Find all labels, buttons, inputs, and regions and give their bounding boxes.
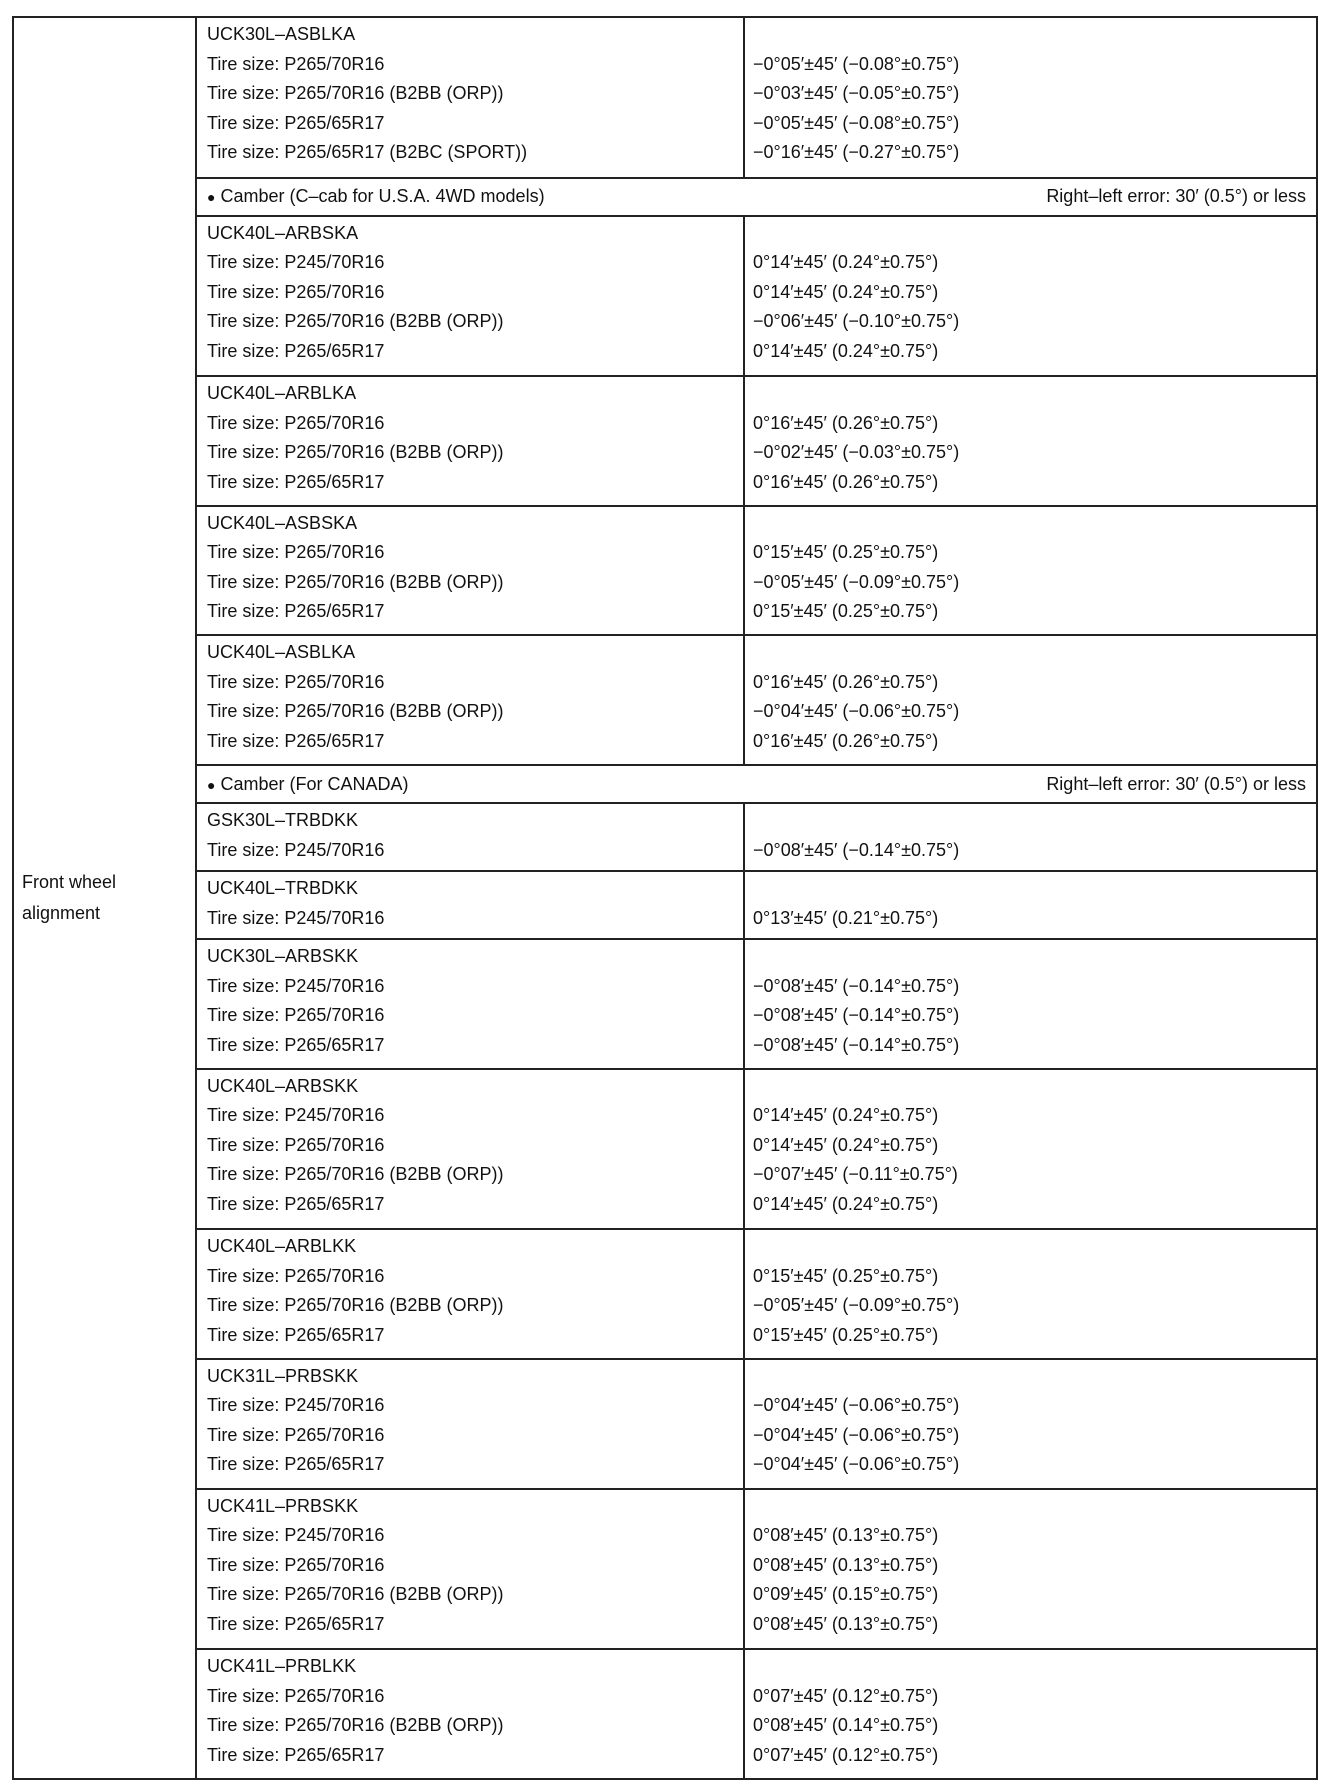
tire-size: Tire size: P265/70R16	[207, 281, 385, 302]
value-spacer	[753, 1492, 1308, 1522]
model-group-row	[13, 1359, 1317, 1489]
value-spacer	[753, 1232, 1308, 1262]
camber-value-cell	[744, 803, 1317, 871]
camber-value: −0°08′±45′ (−0.14°±0.75°)	[753, 1034, 960, 1055]
camber-value: 0°16′±45′ (0.26°±0.75°)	[753, 412, 939, 433]
tire-size: Tire size: P265/70R16 (B2BB (ORP))	[207, 442, 504, 463]
section-header	[207, 774, 1306, 795]
model-code: UCK40L–ARBSKA	[207, 222, 359, 243]
camber-value: 0°16′±45′ (0.26°±0.75°)	[753, 730, 939, 751]
tire-size: Tire size: P245/70R16	[207, 907, 385, 928]
model-group-row	[13, 1489, 1317, 1650]
tire-size: Tire size: P245/70R16	[207, 839, 385, 860]
model-group-row	[13, 506, 1317, 636]
model-code: UCK41L–PRBSKK	[207, 1495, 359, 1516]
tire-size: Tire size: P265/65R17	[207, 112, 385, 133]
value-spacer	[753, 638, 1308, 668]
tire-size: Tire size: P265/65R17	[207, 1613, 385, 1634]
tire-size: Tire size: P265/65R17	[207, 340, 385, 361]
model-cell	[196, 1069, 744, 1230]
camber-value-cell	[744, 1489, 1317, 1650]
tire-size: Tire size: P265/70R16	[207, 1265, 385, 1286]
model-cell	[196, 216, 744, 377]
row-label-line: Front wheel	[22, 872, 117, 892]
camber-value-cell	[744, 17, 1317, 178]
camber-value: 0°08′±45′ (0.13°±0.75°)	[753, 1554, 939, 1575]
camber-value: −0°08′±45′ (−0.14°±0.75°)	[753, 1005, 960, 1026]
camber-value: −0°04′±45′ (−0.06°±0.75°)	[753, 1395, 960, 1416]
camber-value: 0°16′±45′ (0.26°±0.75°)	[753, 471, 939, 492]
tire-size: Tire size: P265/65R17	[207, 601, 385, 622]
camber-value: 0°15′±45′ (0.25°±0.75°)	[753, 601, 939, 622]
camber-value: −0°05′±45′ (−0.08°±0.75°)	[753, 53, 960, 74]
camber-value-cell	[744, 1649, 1317, 1779]
model-code: UCK40L–ARBLKA	[207, 383, 357, 404]
model-group-row	[13, 1229, 1317, 1359]
camber-value-cell	[744, 506, 1317, 636]
camber-value: 0°14′±45′ (0.24°±0.75°)	[753, 340, 939, 361]
section-title	[207, 774, 409, 795]
model-code: UCK40L–ASBLKA	[207, 642, 356, 663]
model-cell	[196, 506, 744, 636]
tire-size: Tire size: P265/70R16	[207, 1134, 385, 1155]
value-spacer	[753, 1362, 1308, 1392]
camber-value: −0°16′±45′ (−0.27°±0.75°)	[753, 142, 960, 162]
camber-value: 0°09′±45′ (0.15°±0.75°)	[753, 1584, 939, 1605]
model-code: UCK40L–TRBDKK	[207, 878, 359, 899]
spec-table-body	[13, 17, 1317, 1779]
section-header-cell	[196, 178, 1317, 216]
camber-value-cell	[744, 871, 1317, 939]
camber-value: −0°08′±45′ (−0.14°±0.75°)	[753, 839, 960, 860]
camber-value: 0°15′±45′ (0.25°±0.75°)	[753, 1324, 939, 1345]
model-code: UCK30L–ASBLKA	[207, 24, 356, 44]
camber-value: 0°13′±45′ (0.21°±0.75°)	[753, 907, 939, 928]
model-cell	[196, 803, 744, 871]
value-spacer	[753, 219, 1308, 249]
camber-value-cell	[744, 939, 1317, 1069]
camber-value: −0°03′±45′ (−0.05°±0.75°)	[753, 83, 960, 103]
value-spacer	[753, 379, 1308, 409]
camber-value: 0°08′±45′ (0.14°±0.75°)	[753, 1715, 939, 1736]
model-code: UCK40L–ASBSKA	[207, 512, 358, 533]
model-cell	[196, 376, 744, 506]
model-group-row	[13, 216, 1317, 377]
tire-size: Tire size: P265/65R17	[207, 1324, 385, 1345]
tire-size: Tire size: P265/70R16 (B2BB (ORP))	[207, 701, 504, 722]
tire-size: Tire size: P265/65R17	[207, 1034, 385, 1055]
model-code: GSK30L–TRBDKK	[207, 810, 359, 831]
tire-size: Tire size: P265/70R16	[207, 412, 385, 433]
value-spacer	[753, 942, 1308, 972]
section-title-text: Camber (C–cab for U.S.A. 4WD models)	[220, 186, 545, 207]
right-left-error-note: Right–left error: 30′ (0.5°) or less	[1046, 773, 1306, 794]
tire-size: Tire size: P265/70R16 (B2BB (ORP))	[207, 1164, 504, 1185]
camber-value: 0°15′±45′ (0.25°±0.75°)	[753, 1265, 939, 1286]
model-cell	[196, 1229, 744, 1359]
tire-size: Tire size: P265/70R16 (B2BB (ORP))	[207, 83, 504, 103]
model-group-row	[13, 1649, 1317, 1779]
model-cell	[196, 871, 744, 939]
tire-size: Tire size: P265/65R17	[207, 1744, 385, 1765]
section-header-row	[13, 178, 1317, 216]
tire-size: Tire size: P265/65R17	[207, 730, 385, 751]
model-group-row	[13, 939, 1317, 1069]
model-cell	[196, 1359, 744, 1489]
camber-value-cell	[744, 216, 1317, 377]
bullet-icon: ●	[207, 776, 216, 793]
tire-size: Tire size: P265/70R16	[207, 1685, 385, 1706]
camber-value: 0°14′±45′ (0.24°±0.75°)	[753, 252, 939, 273]
model-cell	[196, 1649, 744, 1779]
tire-size: Tire size: P265/65R17	[207, 1193, 385, 1214]
camber-value-cell	[744, 1229, 1317, 1359]
section-header	[207, 186, 1306, 207]
camber-value: 0°07′±45′ (0.12°±0.75°)	[753, 1685, 939, 1706]
camber-value: 0°14′±45′ (0.24°±0.75°)	[753, 1134, 939, 1155]
camber-value-cell	[744, 1069, 1317, 1230]
camber-value: 0°14′±45′ (0.24°±0.75°)	[753, 281, 939, 302]
camber-value-cell	[744, 376, 1317, 506]
camber-value-cell	[744, 635, 1317, 765]
camber-value: −0°04′±45′ (−0.06°±0.75°)	[753, 1424, 960, 1445]
tire-size: Tire size: P245/70R16	[207, 252, 385, 273]
model-code: UCK40L–ARBSKK	[207, 1075, 359, 1096]
camber-value: −0°08′±45′ (−0.14°±0.75°)	[753, 975, 960, 996]
tire-size: Tire size: P265/65R17	[207, 471, 385, 492]
tire-size: Tire size: P245/70R16	[207, 1525, 385, 1546]
camber-value: −0°05′±45′ (−0.09°±0.75°)	[753, 571, 960, 592]
model-group-row	[13, 17, 1317, 178]
model-cell	[196, 635, 744, 765]
value-spacer	[753, 509, 1308, 539]
camber-value: 0°14′±45′ (0.24°±0.75°)	[753, 1105, 939, 1126]
tire-size: Tire size: P265/70R16 (B2BB (ORP))	[207, 571, 504, 592]
camber-value: 0°16′±45′ (0.26°±0.75°)	[753, 671, 939, 692]
section-title-text: Camber (For CANADA)	[220, 773, 409, 794]
section-title	[207, 186, 545, 207]
tire-size: Tire size: P265/70R16 (B2BB (ORP))	[207, 1584, 504, 1605]
bullet-icon: ●	[207, 189, 216, 206]
right-left-error-note: Right–left error: 30′ (0.5°) or less	[1046, 186, 1306, 207]
camber-value: −0°06′±45′ (−0.10°±0.75°)	[753, 311, 960, 332]
value-spacer	[753, 874, 1308, 904]
model-code: UCK30L–ARBSKK	[207, 946, 359, 967]
tire-size: Tire size: P265/65R17 (B2BC (SPORT))	[207, 142, 528, 162]
value-spacer	[753, 1072, 1308, 1102]
camber-value: −0°05′±45′ (−0.09°±0.75°)	[753, 1295, 960, 1316]
section-header-row	[13, 765, 1317, 803]
camber-value: −0°04′±45′ (−0.06°±0.75°)	[753, 1454, 960, 1475]
tire-size: Tire size: P265/70R16	[207, 671, 385, 692]
model-group-row	[13, 803, 1317, 871]
camber-value: 0°14′±45′ (0.24°±0.75°)	[753, 1193, 939, 1214]
value-spacer	[753, 1652, 1308, 1682]
tire-size: Tire size: P245/70R16	[207, 1105, 385, 1126]
camber-value: −0°05′±45′ (−0.08°±0.75°)	[753, 112, 960, 133]
model-code: UCK41L–PRBLKK	[207, 1656, 357, 1677]
tire-size: Tire size: P245/70R16	[207, 1395, 385, 1416]
tire-size: Tire size: P265/70R16 (B2BB (ORP))	[207, 1715, 504, 1736]
model-code: UCK31L–PRBSKK	[207, 1365, 359, 1386]
value-spacer	[753, 806, 1308, 836]
section-header-cell	[196, 765, 1317, 803]
tire-size: Tire size: P265/70R16	[207, 1554, 385, 1575]
tire-size: Tire size: P265/70R16	[207, 542, 385, 563]
model-code: UCK40L–ARBLKK	[207, 1236, 357, 1257]
camber-value: −0°07′±45′ (−0.11°±0.75°)	[753, 1164, 958, 1185]
value-spacer	[753, 20, 1308, 50]
camber-value: −0°04′±45′ (−0.06°±0.75°)	[753, 701, 960, 722]
tire-size: Tire size: P265/65R17	[207, 1454, 385, 1475]
tire-size: Tire size: P265/70R16 (B2BB (ORP))	[207, 311, 504, 332]
camber-value: 0°08′±45′ (0.13°±0.75°)	[753, 1613, 939, 1634]
model-group-row	[13, 376, 1317, 506]
tire-size: Tire size: P265/70R16 (B2BB (ORP))	[207, 1295, 504, 1316]
camber-value: −0°02′±45′ (−0.03°±0.75°)	[753, 442, 960, 463]
camber-value: 0°08′±45′ (0.13°±0.75°)	[753, 1525, 939, 1546]
camber-value: 0°15′±45′ (0.25°±0.75°)	[753, 542, 939, 563]
tire-size: Tire size: P265/70R16	[207, 1005, 385, 1026]
tire-size: Tire size: P265/70R16	[207, 53, 385, 74]
model-cell	[196, 17, 744, 178]
camber-value-cell	[744, 1359, 1317, 1489]
front-wheel-alignment-spec-table	[12, 16, 1318, 1780]
tire-size: Tire size: P245/70R16	[207, 975, 385, 996]
tire-size: Tire size: P265/70R16	[207, 1424, 385, 1445]
row-label-cell	[13, 17, 196, 1779]
camber-value: 0°07′±45′ (0.12°±0.75°)	[753, 1744, 939, 1765]
row-label-line: alignment	[22, 903, 101, 923]
model-group-row	[13, 1069, 1317, 1230]
model-group-row	[13, 635, 1317, 765]
model-cell	[196, 1489, 744, 1650]
model-cell	[196, 939, 744, 1069]
model-group-row	[13, 871, 1317, 939]
